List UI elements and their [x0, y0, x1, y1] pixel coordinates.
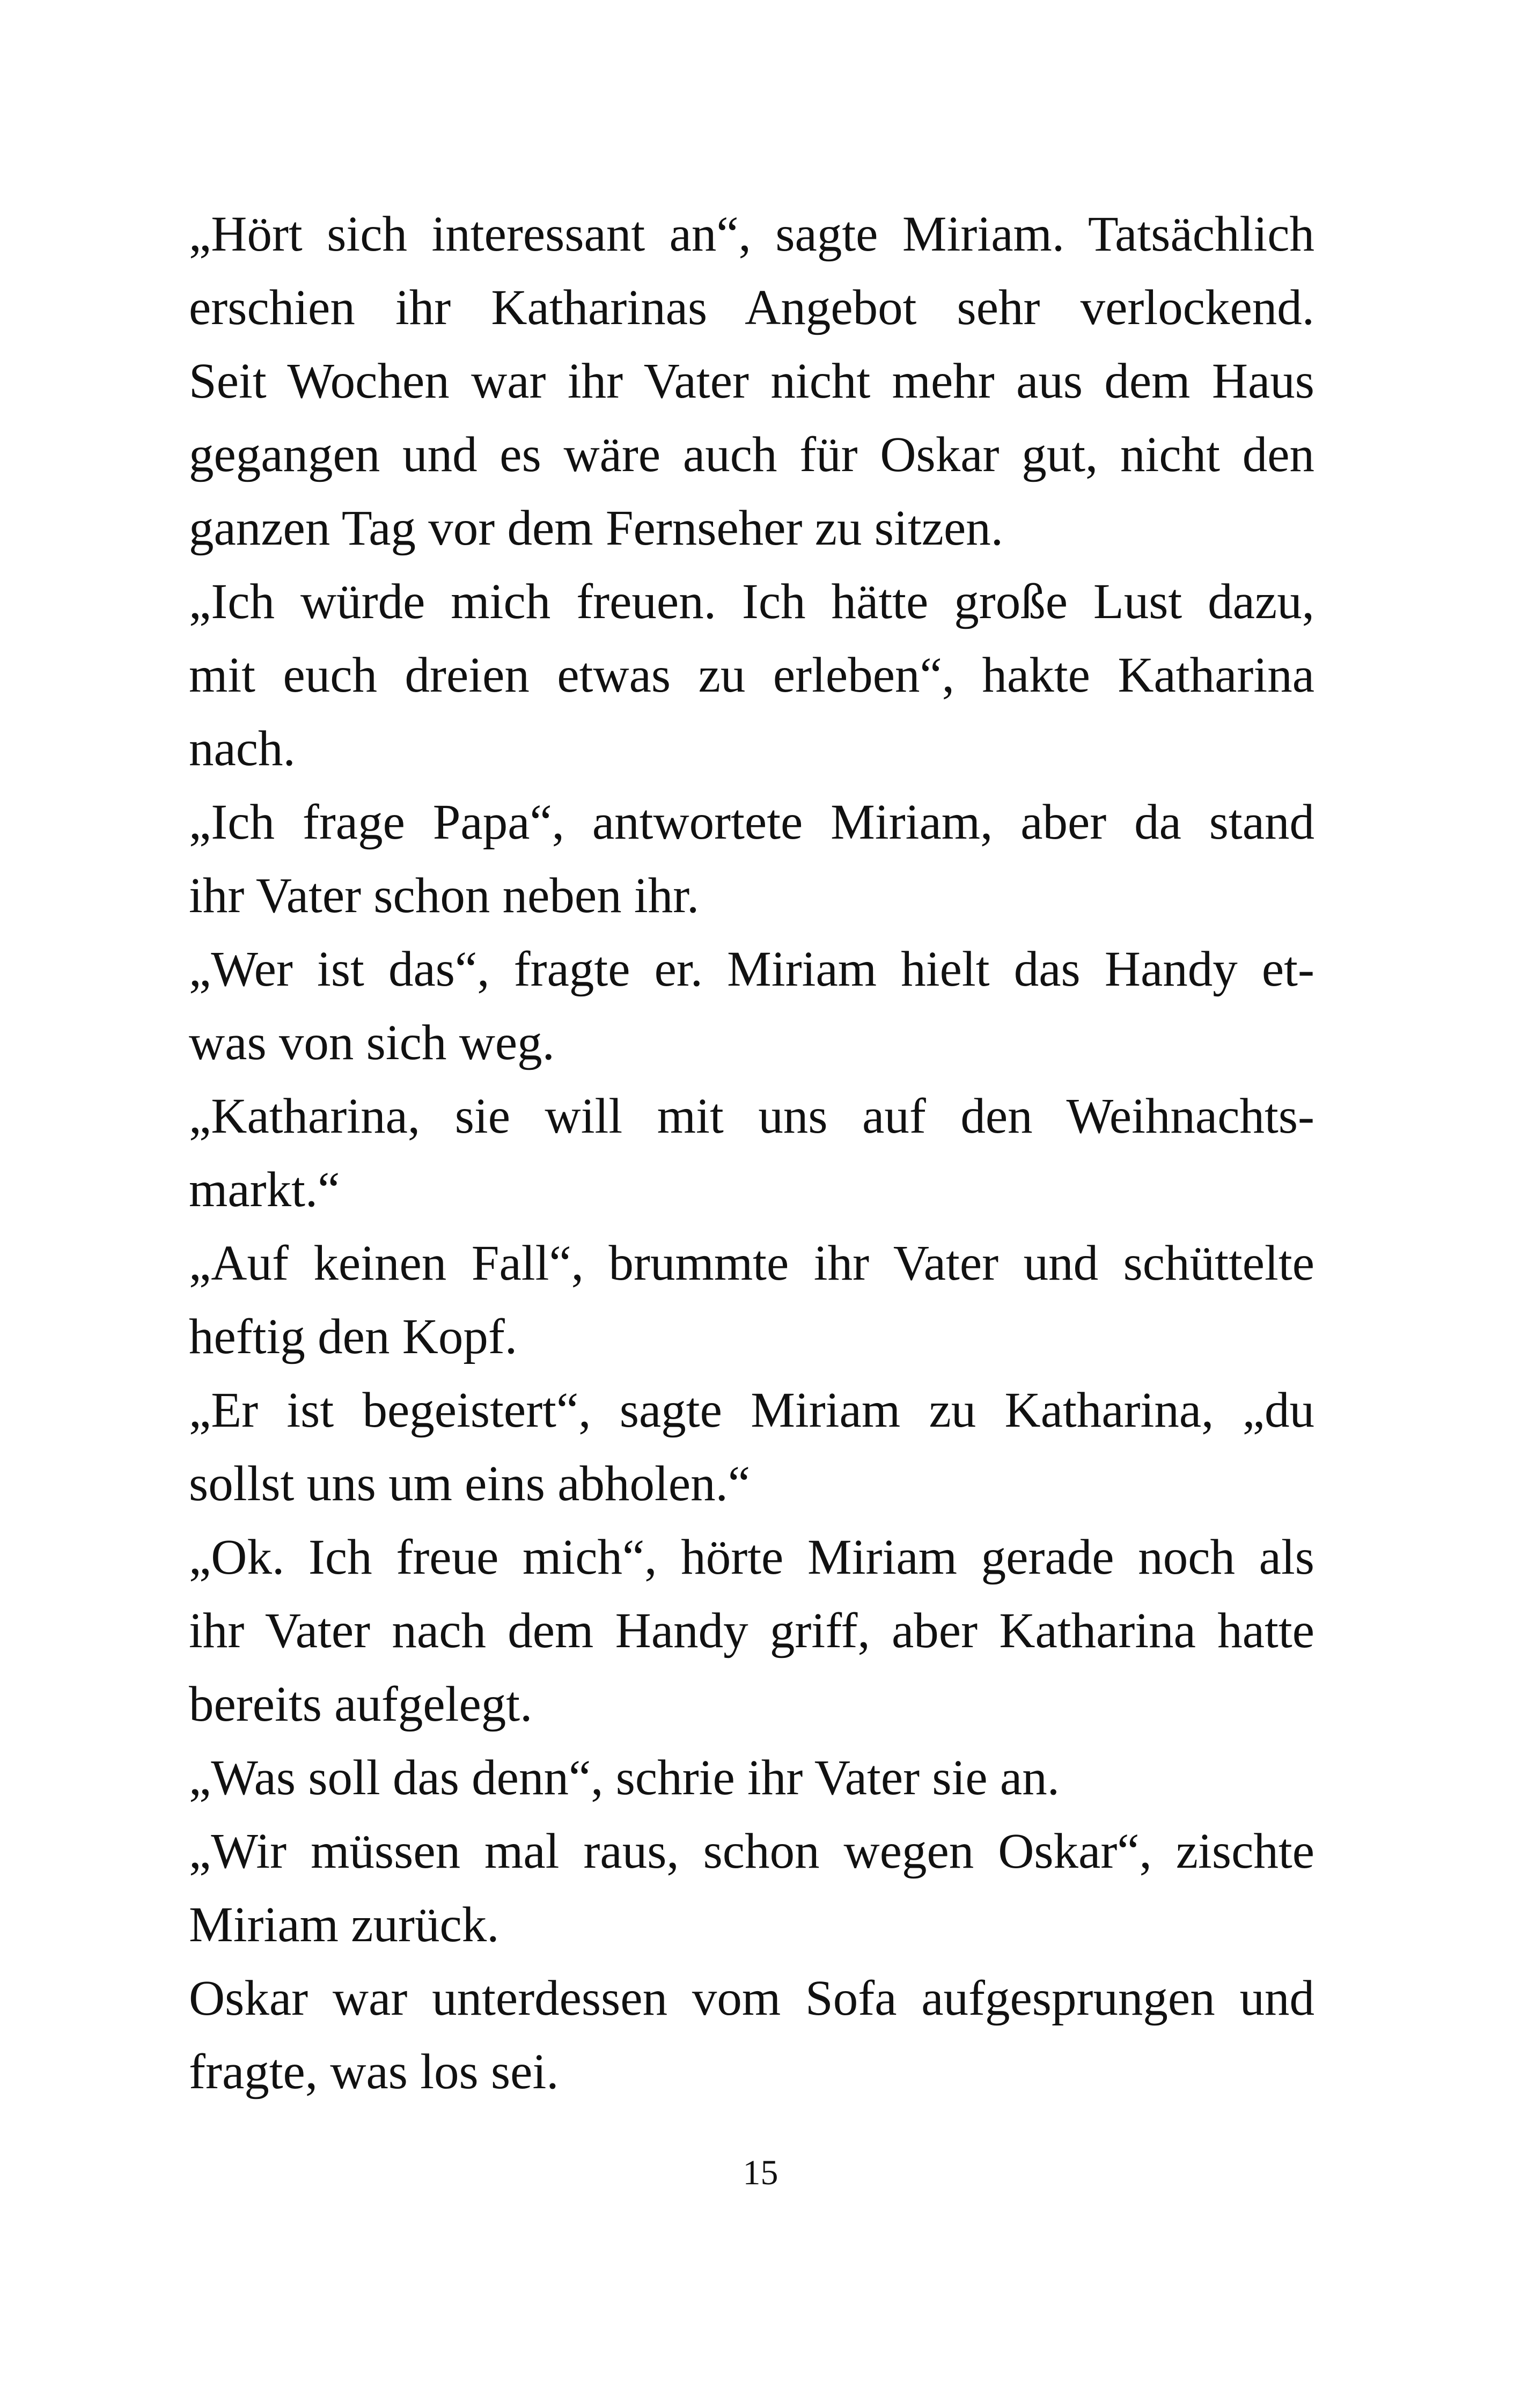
text-line: ihr Vater schon neben ihr. — [189, 868, 700, 923]
body-text — [189, 197, 1314, 2109]
text-line: Oskar war unterdessen vom Sofa aufgesprungen und — [189, 1971, 1314, 2026]
text-line: „Ich würde mich freuen. Ich hätte große Lust dazu, — [189, 574, 1314, 629]
text-line: erschien ihr Katharinas Angebot sehr verlockend. — [189, 280, 1314, 335]
text-line: heftig den Kopf. — [189, 1309, 518, 1364]
text-line: „Ich frage Papa“, antwortete Miriam, aber da stand — [189, 795, 1314, 850]
text-line: ihr Vater nach dem Handy griff, aber Katharina hatte — [189, 1603, 1314, 1658]
text-line: fragte, was los sei. — [189, 2044, 559, 2099]
text-line: gegangen und es wäre auch für Oskar gut, nicht den — [189, 427, 1314, 482]
text-line: „Hört sich interessant an“, sagte Miriam. Tatsächlich — [189, 207, 1314, 262]
text-line: nach. — [189, 721, 296, 776]
page-number: 15 — [743, 2153, 778, 2192]
text-line: ganzen Tag vor dem Fernseher zu sitzen. — [189, 501, 1003, 556]
text-line: „Wir müssen mal raus, schon wegen Oskar“, zischte — [189, 1824, 1314, 1879]
text-line: „Auf keinen Fall“, brummte ihr Vater und schüttelte — [189, 1236, 1314, 1291]
text-line: Seit Wochen war ihr Vater nicht mehr aus dem Haus — [189, 354, 1314, 409]
text-line: mit euch dreien etwas zu erleben“, hakte Katharina — [189, 648, 1314, 703]
text-line: Miriam zurück. — [189, 1897, 499, 1952]
text-line: sollst uns um eins abholen.“ — [189, 1456, 751, 1511]
text-line: „Er ist begeistert“, sagte Miriam zu Katharina, „du — [189, 1383, 1314, 1438]
text-line: „Ok. Ich freue mich“, hörte Miriam gerade noch als — [189, 1530, 1314, 1585]
text-line: was von sich weg. — [189, 1015, 555, 1070]
text-line: „Was soll das denn“, schrie ihr Vater sie an. — [189, 1750, 1060, 1805]
text-line: bereits aufgelegt. — [189, 1677, 533, 1732]
text-line: „Wer ist das“, fragte er. Miriam hielt das Handy et- — [189, 942, 1314, 997]
text-line: markt.“ — [189, 1162, 340, 1217]
text-line: „Katharina, sie will mit uns auf den Weihnachts- — [189, 1089, 1314, 1144]
